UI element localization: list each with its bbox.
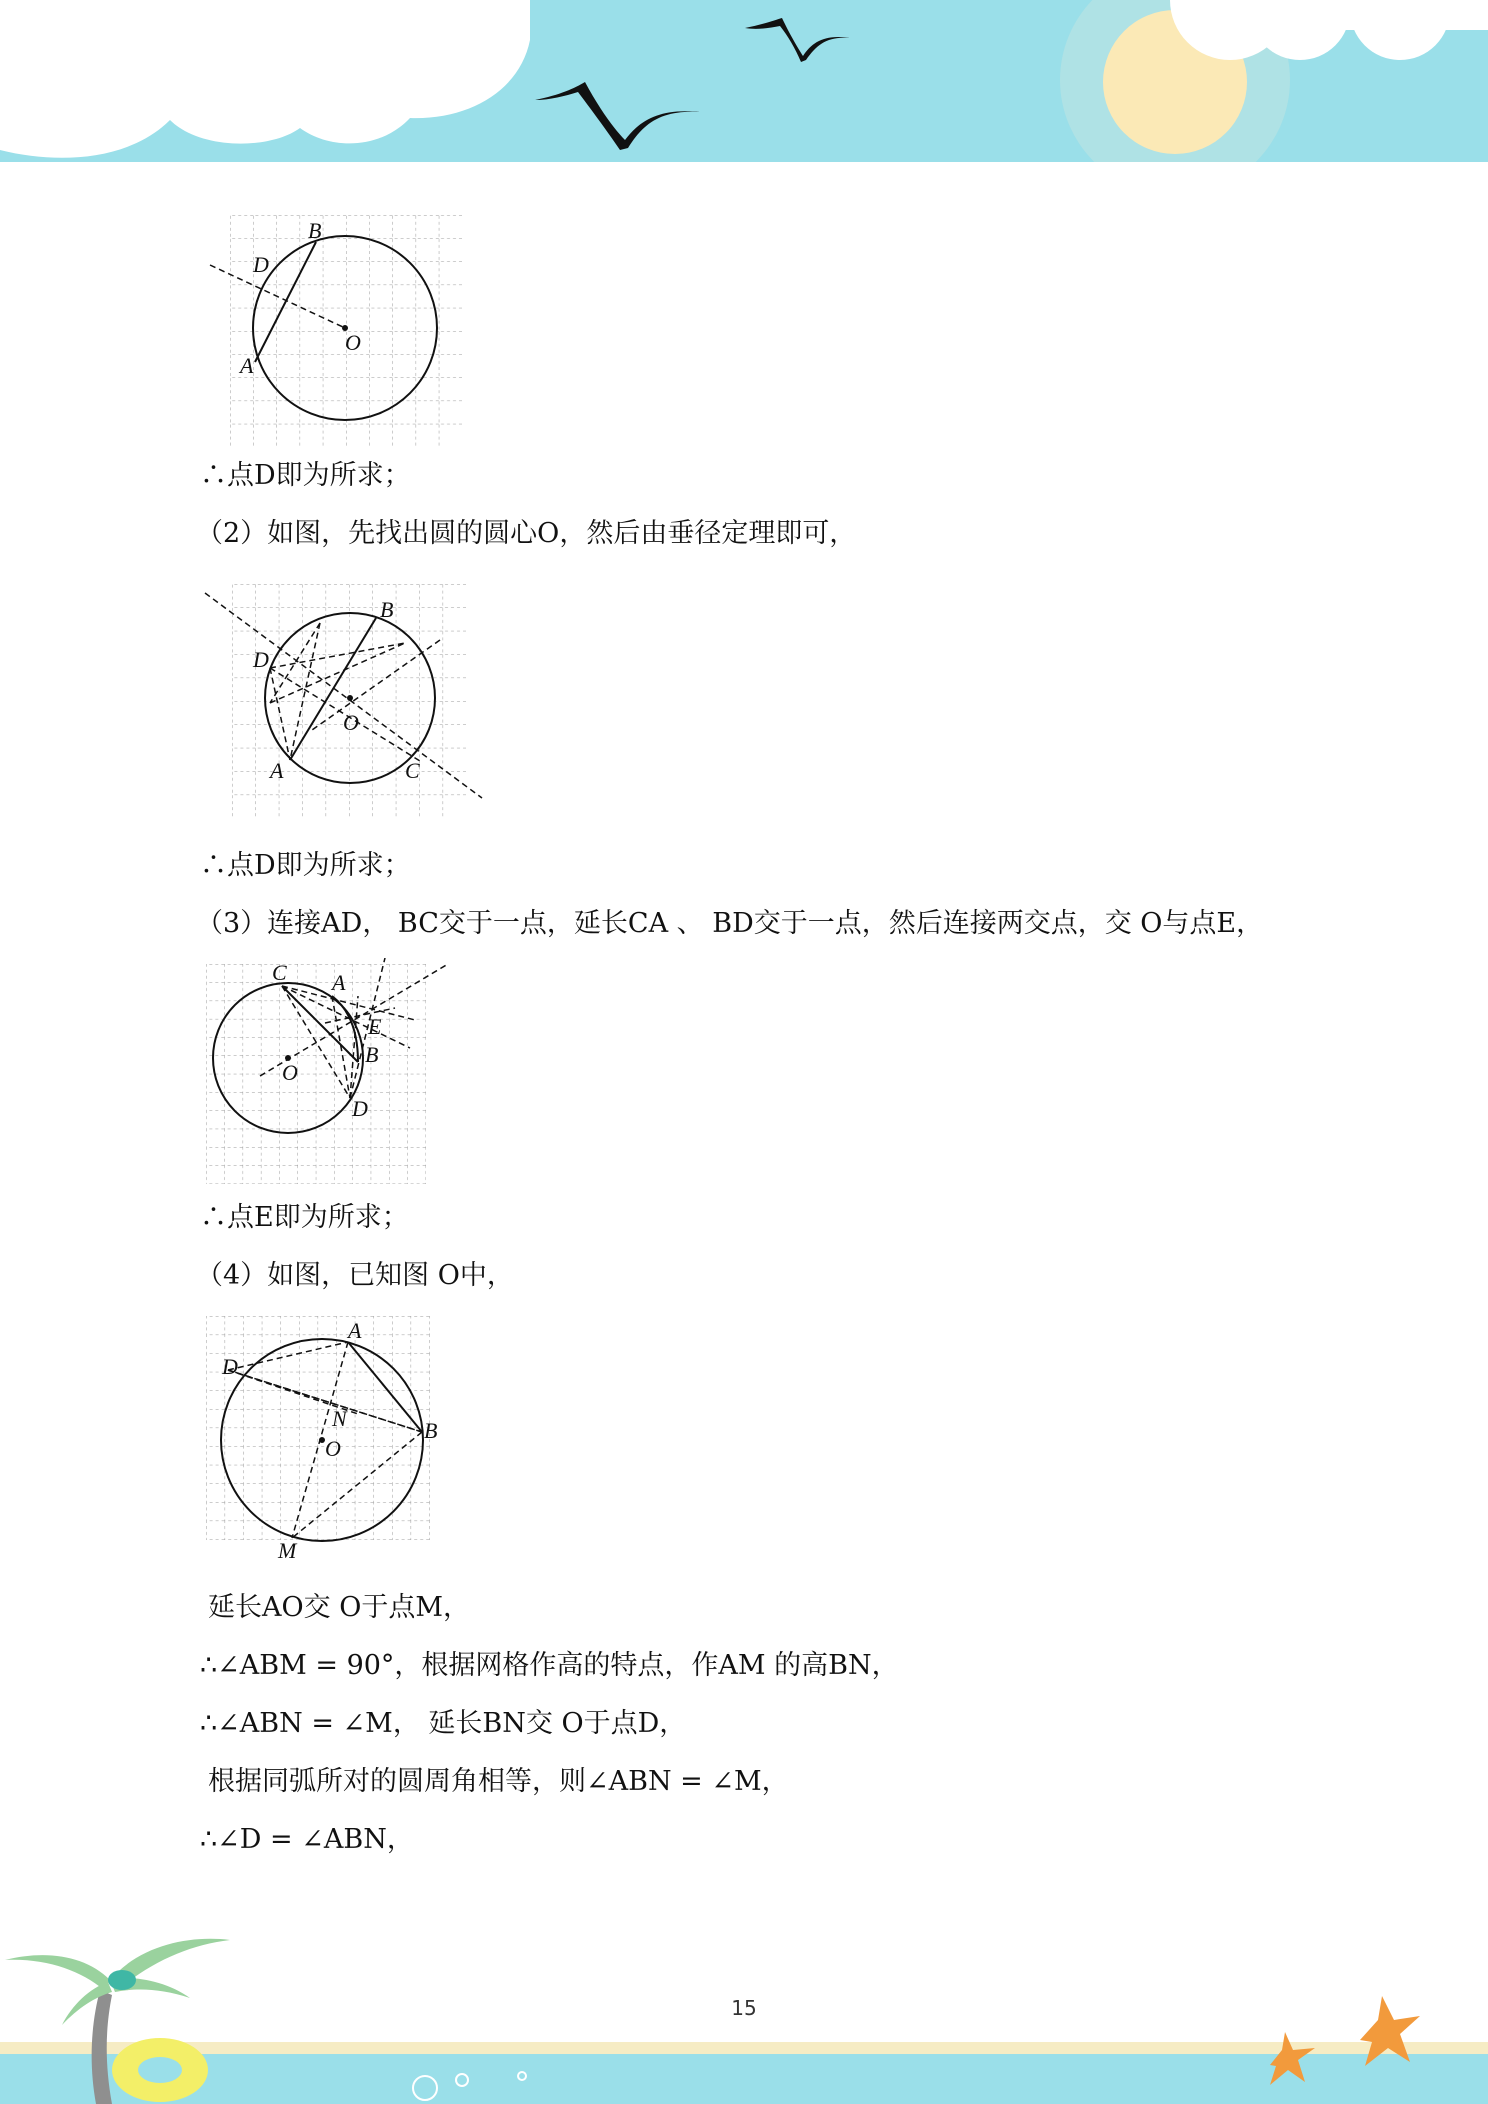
- header-banner: [0, 0, 1488, 168]
- sand-strip: [0, 2042, 1488, 2054]
- label-c: C: [272, 960, 287, 985]
- label-o: O: [343, 710, 359, 735]
- label-o: O: [345, 330, 361, 355]
- label-b: B: [380, 597, 394, 622]
- label-o: O: [282, 1060, 298, 1085]
- label-a: A: [240, 353, 254, 378]
- step-4-line-2: ∴∠ABM = 90°，根据网格作高的特点，作AM 的高BN，: [200, 1650, 899, 1681]
- label-b: B: [308, 218, 322, 243]
- label-n: N: [332, 1406, 347, 1431]
- label-d: D: [352, 1096, 368, 1121]
- step-2-text: （2）如图，先找出圆的圆心O，然后由垂径定理即可，: [196, 518, 857, 549]
- label-b: B: [424, 1418, 438, 1443]
- step-4-line-1: 延长AO交 O于点M，: [208, 1592, 470, 1623]
- conclusion-line-3: ∴点E即为所求；: [200, 1202, 409, 1233]
- label-e: E: [368, 1014, 382, 1039]
- label-d: D: [253, 647, 269, 672]
- step-4-line-3: ∴∠ABN = ∠M， 延长BN交 O于点D，: [200, 1708, 687, 1739]
- conclusion-line-1: ∴点D即为所求；: [200, 460, 411, 491]
- label-d: D: [253, 252, 269, 277]
- center-dot: [347, 695, 353, 701]
- step-4-line-5: ∴∠D = ∠ABN，: [200, 1824, 414, 1855]
- step-4-text: （4）如图，已知图 O中，: [196, 1260, 514, 1291]
- figure-3: [200, 958, 460, 1188]
- label-d: D: [222, 1354, 238, 1379]
- sea-band: [0, 2054, 1488, 2104]
- label-c: C: [405, 758, 420, 783]
- page-number: 15: [731, 1996, 757, 2020]
- figure-4: [200, 1312, 460, 1567]
- label-a: A: [332, 970, 346, 995]
- conclusion-line-2: ∴点D即为所求；: [200, 850, 411, 881]
- figure-2: [200, 578, 490, 818]
- lifebuoy-icon: [112, 2038, 208, 2102]
- label-b: B: [365, 1042, 379, 1067]
- step-4-line-4: 根据同弧所对的圆周角相等，则∠ABN = ∠M，: [208, 1766, 789, 1797]
- step-3-text: （3）连接AD， BC交于一点，延长CA 、 BD交于一点，然后连接两交点，交 O与点E，: [196, 908, 1264, 939]
- label-m: M: [278, 1538, 297, 1563]
- label-a: A: [348, 1318, 362, 1343]
- label-o: O: [325, 1436, 341, 1461]
- figure-1: [205, 210, 465, 450]
- label-a: A: [270, 758, 284, 783]
